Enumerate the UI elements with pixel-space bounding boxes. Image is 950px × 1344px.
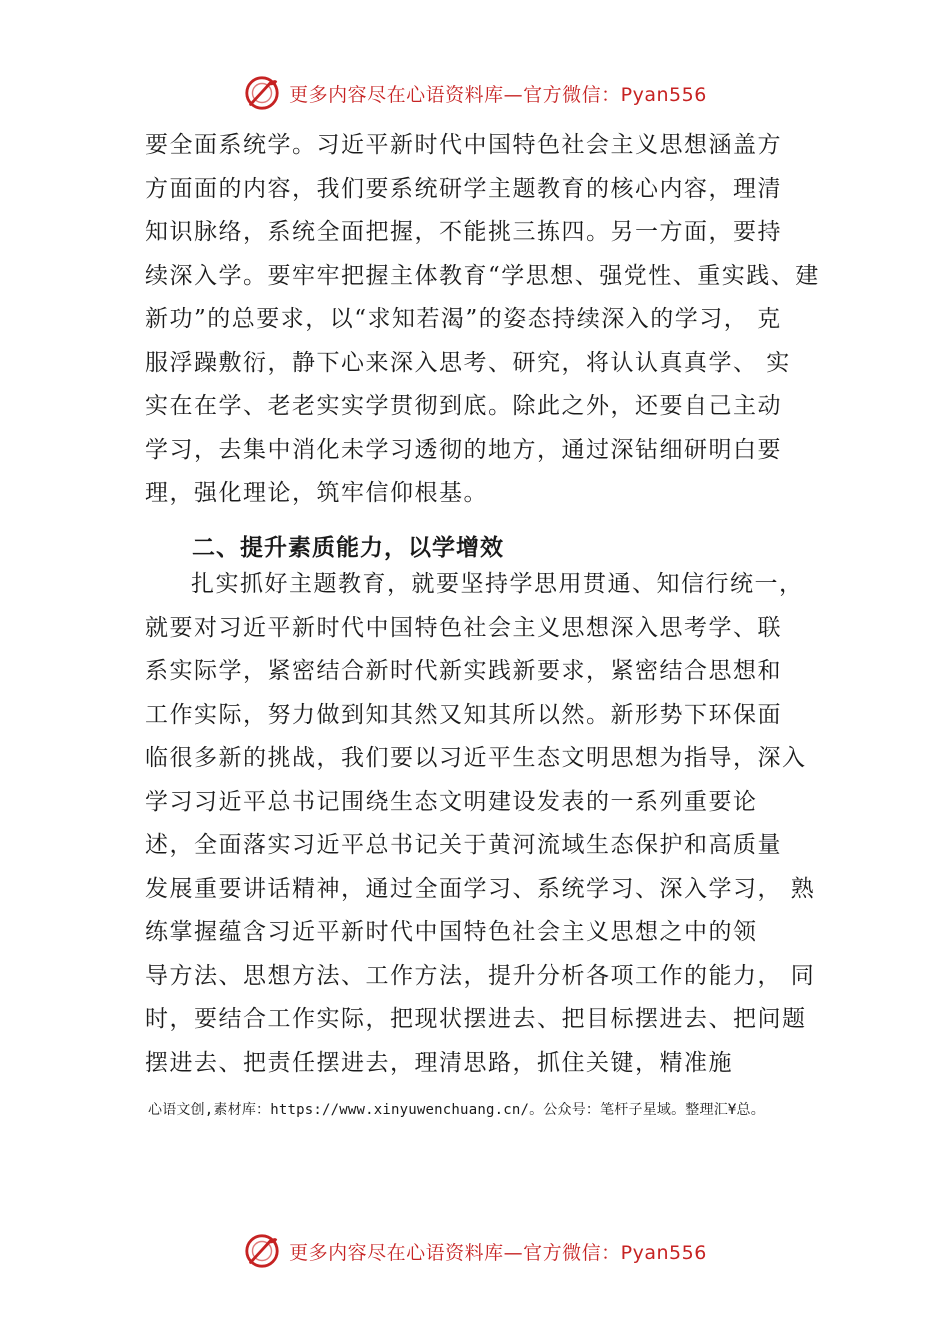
text-line: 知识脉络，系统全面把握，不能挑三拣四。另一方面，要持	[145, 219, 782, 245]
banner-title: 更多内容尽在心语资料库	[289, 83, 504, 106]
banner-text	[289, 1238, 707, 1265]
text-line: 述，全面落实习近平总书记关于黄河流域生态保护和高质量	[145, 832, 782, 858]
text-line: 续深入学。要牢牢把握主体教育“学思想、强党性、重实践、建	[145, 262, 820, 289]
paragraph-1	[145, 124, 825, 516]
text-line: 临很多新的挑战，我们要以习近平生态文明思想为指导，深入	[145, 745, 807, 771]
text-line: 方面面的内容，我们要系统研学主题教育的核心内容，理清	[145, 175, 782, 202]
text-line: 要全面系统学。习近平新时代中国特色社会主义思想涵盖方	[145, 132, 782, 158]
text-line: 导方法、思想方法、工作方法，提升分析各项工作的能力， 同	[145, 962, 816, 989]
banner-wechat: 官方微信：Pyan556	[523, 1241, 707, 1264]
footer-banner	[0, 1226, 950, 1276]
banner-wechat: 官方微信：Pyan556	[523, 83, 707, 106]
text-line: 实在在学、老老实实学贯彻到底。除此之外，还要自己主动	[145, 393, 782, 419]
banner-separator: —	[503, 83, 524, 106]
banner-text	[289, 80, 707, 107]
text-line: 系实际学，紧密结合新时代新实践新要求，紧密结合思想和	[145, 658, 782, 684]
text-line: 就要对习近平新时代中国特色社会主义思想深入思考学、联	[145, 614, 782, 641]
banner-separator: —	[503, 1241, 524, 1264]
banner-title: 更多内容尽在心语资料库	[289, 1241, 504, 1264]
text-line: 扎实抓好主题教育，就要坚持学思用贯通、知信行统一，	[191, 571, 804, 597]
source-footnote: 心语文创,素材库：https://www.xinyuwenchuang.cn/。公众号：笔杆子星域。整理汇¥总。	[148, 1102, 765, 1118]
header-banner	[0, 68, 950, 118]
text-line: 时，要结合工作实际，把现状摆进去、把目标摆进去、把问题	[145, 1006, 807, 1032]
section-heading: 二、提升素质能力，以学增效	[192, 535, 504, 561]
text-line: 练掌握蕴含习近平新时代中国特色社会主义思想之中的领	[145, 919, 758, 945]
text-line: 工作实际，努力做到知其然又知其所以然。新形势下环保面	[145, 701, 782, 728]
text-line: 发展重要讲话精神，通过全面学习、系统学习、深入学习， 熟	[145, 875, 816, 902]
text-line: 学习，去集中消化未学习透彻的地方，通过深钻细研明白要	[145, 436, 782, 463]
text-line: 新功”的总要求，以“求知若渴”的姿态持续深入的学习， 克	[145, 306, 782, 332]
brush-logo-icon	[243, 1232, 281, 1270]
text-line: 学习习近平总书记围绕生态文明建设发表的一系列重要论	[145, 788, 758, 815]
paragraph-2	[145, 563, 825, 1085]
text-line: 摆进去、把责任摆进去，理清思路，抓住关键，精准施	[145, 1049, 733, 1076]
text-line: 服浮躁敷衍，静下心来深入思考、研究，将认认真真学、 实	[145, 349, 791, 376]
text-line: 理，强化理论，筑牢信仰根基。	[145, 480, 488, 506]
brush-logo-icon	[243, 74, 281, 112]
